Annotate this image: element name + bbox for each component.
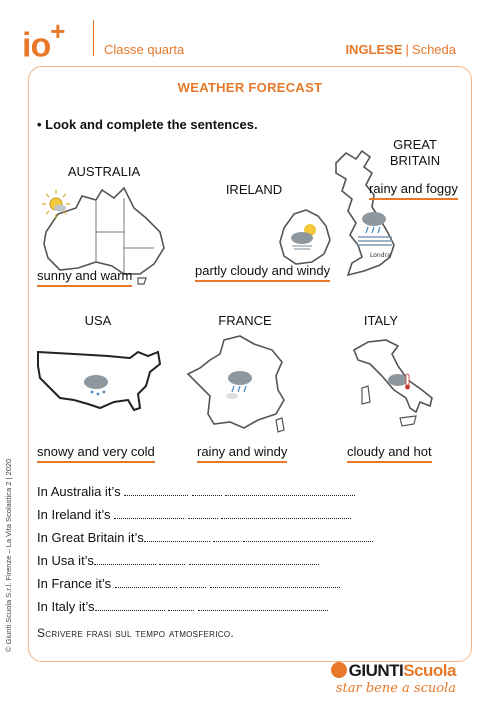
subject-label: INGLESE | Scheda: [345, 42, 456, 57]
answer-great-britain: rainy and foggy: [369, 181, 458, 200]
sentence-australia: In Australia it’s: [37, 484, 355, 499]
io-plus-logo: io+: [22, 16, 65, 65]
answer-france: rainy and windy: [197, 444, 287, 463]
copyright-note: © Giunti Scuola S.r.l. Firenze – La Vita Scolastica 2 | 2020: [4, 458, 13, 652]
sun-icon: [42, 190, 70, 218]
country-label-france: FRANCE: [218, 313, 272, 328]
sentence-ireland: In Ireland it’s: [37, 507, 351, 522]
giunti-g-icon: [331, 662, 347, 678]
sentence-italy: In Italy it’s: [37, 599, 328, 614]
great-britain-map: [322, 145, 412, 285]
header-divider: [93, 20, 94, 56]
writing-task: Scrivere frasi sul tempo atmosferico.: [37, 626, 234, 640]
instruction: • Look and complete the sentences.: [37, 117, 258, 132]
answer-italy: cloudy and hot: [347, 444, 432, 463]
italy-map: [344, 336, 440, 436]
giunti-scuola-logo: GIUNTIScuola: [331, 661, 456, 681]
sentence-france: In France it’s: [37, 576, 340, 591]
country-label-italy: ITALY: [363, 313, 399, 328]
country-label-australia: AUSTRALIA: [67, 164, 141, 179]
london-city-label: Londra: [370, 252, 391, 259]
class-label: Classe quarta: [104, 42, 185, 57]
france-map: [184, 334, 294, 434]
country-label-usa: USA: [84, 313, 112, 328]
sentence-great-britain: In Great Britain it’s: [37, 530, 373, 545]
answer-australia: sunny and warm: [37, 268, 132, 287]
sentence-usa: In Usa it’s: [37, 553, 319, 568]
country-label-ireland: IRELAND: [225, 182, 283, 197]
answer-ireland: partly cloudy and windy: [195, 263, 330, 282]
brand-tagline: star bene a scuola: [335, 681, 456, 696]
answer-usa: snowy and very cold: [37, 444, 155, 463]
page-title: WEATHER FORECAST: [177, 80, 323, 95]
country-label-great-britain: GREAT BRITAIN: [389, 137, 441, 168]
usa-map: [34, 342, 166, 432]
